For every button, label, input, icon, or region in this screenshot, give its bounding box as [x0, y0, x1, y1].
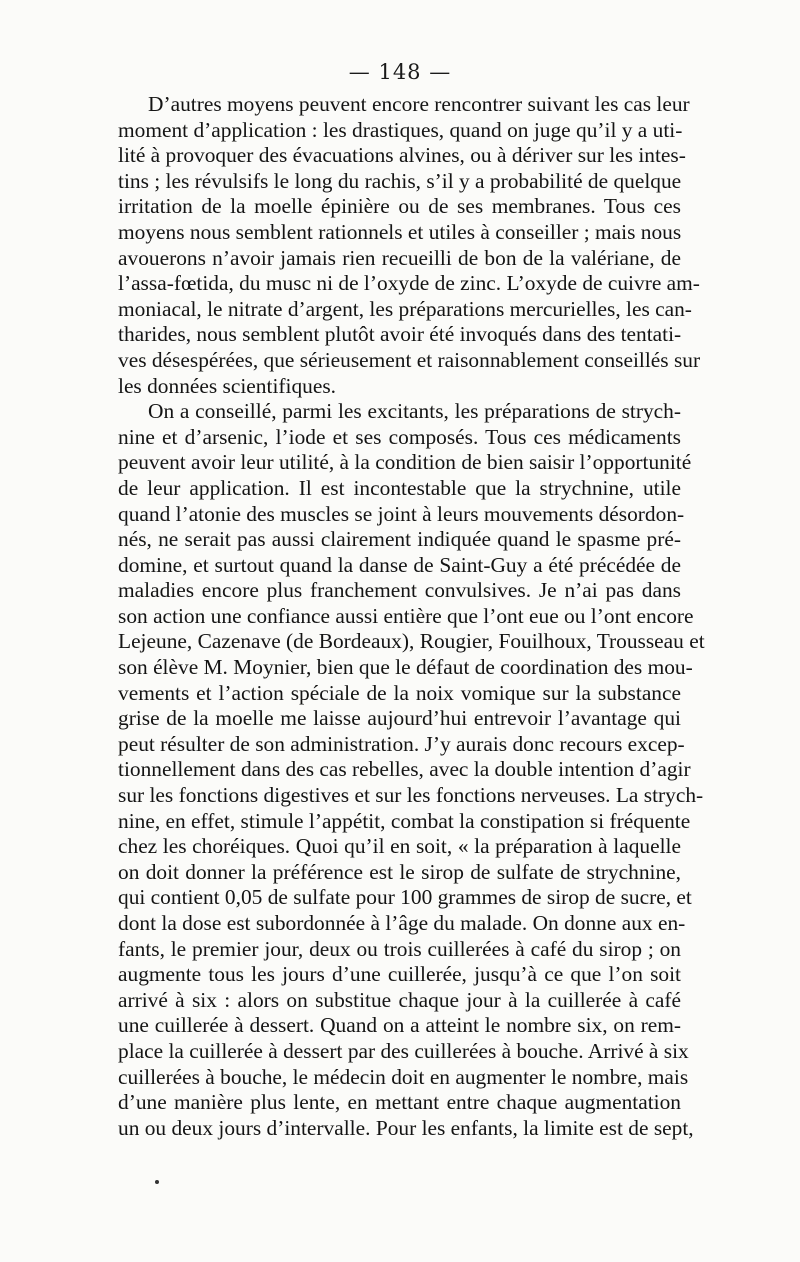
text-line: vements et l’action spéciale de la noix vomique sur la substance — [118, 680, 681, 705]
text-line: moyens nous semblent rationnels et utiles à conseiller ; mais nous — [118, 219, 682, 244]
text-line: un ou deux jours d’intervalle. Pour les enfants, la limite est de sept, — [118, 1115, 694, 1140]
text-line: tins ; les révulsifs le long du rachis, s’il y a probabilité de quelque — [118, 168, 682, 193]
text-line: moniacal, le nitrate d’argent, les préparations mercurielles, les can- — [118, 296, 692, 321]
text-line: maladies encore plus franchement convulsives. Je n’ai pas dans — [118, 578, 681, 603]
text-line: peuvent avoir leur utilité, à la condition de bien saisir l’opportunité — [118, 450, 692, 475]
text-line: tharides, nous semblent plutôt avoir été invoqués dans des tentati- — [118, 322, 682, 347]
ink-speck — [155, 1180, 159, 1184]
text-line: de leur application. Il est incontestable que la strychnine, utile — [118, 475, 681, 500]
text-line: arrivé à six : alors on substitue chaque jour à la cuillerée à café — [118, 987, 681, 1012]
text-line: ves désespérées, que sérieusement et raisonnablement conseillés sur — [118, 347, 701, 372]
text-line: On a conseillé, parmi les excitants, les préparations de strych- — [148, 399, 681, 424]
text-line: avouerons n’avoir jamais rien recueilli de bon de la valériane, de — [118, 245, 681, 270]
text-line: Lejeune, Cazenave (de Bordeaux), Rougier, Fouilhoux, Trousseau et — [118, 629, 705, 654]
text-line: grise de la moelle me laisse aujourd’hui entrevoir l’avantage qui — [118, 706, 681, 731]
text-line: augmente tous les jours d’une cuillerée, jusqu’à ce que l’on soit — [118, 962, 681, 987]
text-line: dont la dose est subordonnée à l’âge du malade. On donne aux en- — [118, 911, 686, 935]
text-line: son action une confiance aussi entière que l’ont eue ou l’ont encore — [118, 603, 694, 628]
text-line: on doit donner la préférence est le sirop de sulfate de strychnine, — [118, 859, 681, 884]
text-line: nine, en effet, stimule l’appétit, combat la constipation si fréquente — [118, 808, 691, 833]
text-line: d’une manière plus lente, en mettant entre chaque augmentation — [118, 1090, 681, 1115]
text-line: sur les fonctions digestives et sur les fonctions nerveuses. La strych- — [118, 783, 704, 808]
text-line: lité à provoquer des évacuations alvines, ou à dériver sur les intes- — [118, 143, 686, 168]
text-line: l’assa-fœtida, du musc ni de l’oxyde de zinc. L’oxyde de cuivre am- — [118, 271, 700, 296]
text-line: nés, ne serait pas aussi clairement indiquée quand le spasme pré- — [118, 527, 681, 552]
text-line: quand l’atonie des muscles se joint à leurs mouvements désordon- — [118, 501, 685, 526]
text-line: peut résulter de son administration. J’y aurais donc recours excep- — [118, 731, 685, 756]
page-number: — 148 — — [348, 60, 452, 84]
text-line: D’autres moyens peuvent encore rencontrer suivant les cas leur — [148, 92, 690, 116]
text-line: moment d’application : les drastiques, quand on juge qu’il y a uti- — [118, 117, 683, 142]
text-line: chez les choréiques. Quoi qu’il en soit, « la préparation à laquelle — [118, 834, 681, 859]
text-line: tionnellement dans des cas rebelles, avec la double intention d’agir — [118, 757, 691, 782]
text-line: son élève M. Moynier, bien que le défaut de coordination des mou- — [118, 655, 693, 680]
text-line: les données scientifiques. — [118, 373, 337, 398]
text-line: cuillerées à bouche, le médecin doit en augmenter le nombre, mais — [118, 1064, 689, 1089]
text-line: fants, le premier jour, deux ou trois cuillerées à café du sirop ; on — [118, 936, 681, 961]
text-line: domine, et surtout quand la danse de Saint-Guy a été précédée de — [118, 552, 681, 577]
text-line: place la cuillerée à dessert par des cuillerées à bouche. Arrivé à six — [118, 1038, 689, 1063]
text-line: irritation de la moelle épinière ou de ses membranes. Tous ces — [118, 194, 681, 219]
text-line: nine et d’arsenic, l’iode et ses composés. Tous ces médicaments — [118, 424, 681, 449]
text-line: qui contient 0,05 de sulfate pour 100 grammes de sirop de sucre, et — [118, 885, 692, 910]
text-line: une cuillerée à dessert. Quand on a atteint le nombre six, on rem- — [118, 1013, 681, 1038]
body-text — [118, 92, 705, 1141]
